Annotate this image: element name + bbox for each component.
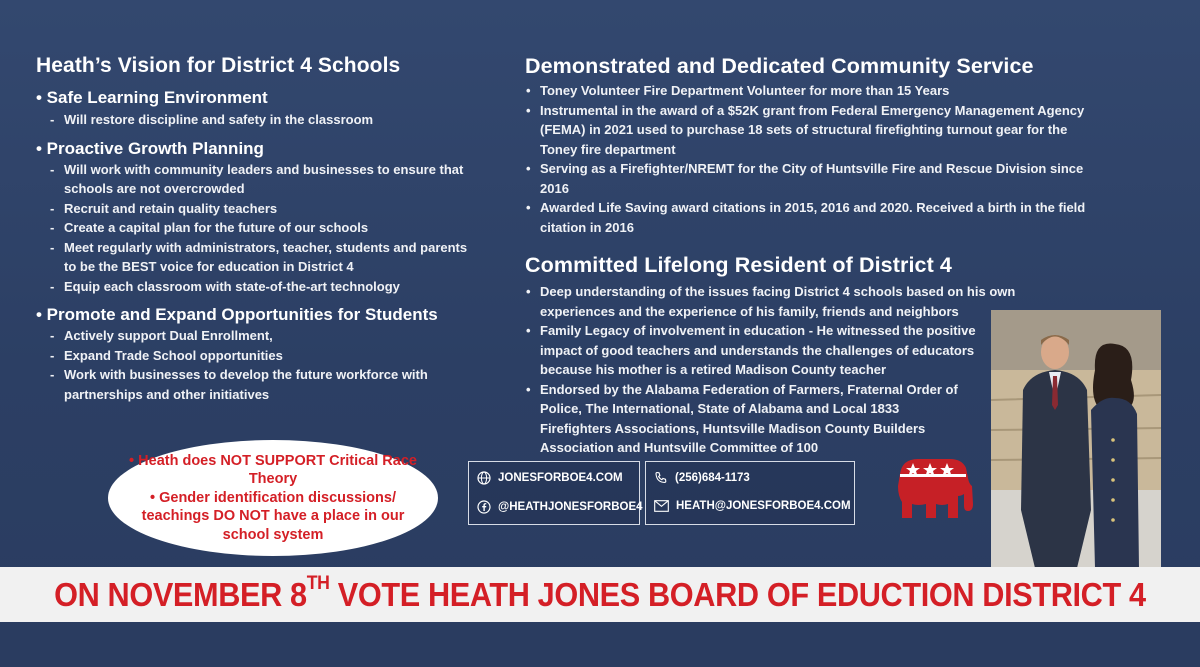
list-item: - Meet regularly with administrators, teacher, students and parents to be the BEST voice for education in District 4 [36, 238, 476, 277]
list-item: - Recruit and retain quality teachers [36, 199, 476, 219]
list-item: - Expand Trade School opportunities [36, 346, 476, 366]
callout-line-2: • Gender identification discussions/ teachings DO NOT have a place in our school system [141, 489, 405, 543]
banner-pre: ON NOVEMBER 8 [54, 575, 307, 613]
list-item: - Equip each classroom with state-of-the-art technology [36, 277, 476, 297]
list-item: - Create a capital plan for the future of our schools [36, 218, 476, 238]
crt-callout [108, 440, 438, 556]
vision-heading-growth: • Proactive Growth Planning [36, 138, 264, 158]
list-item: - Will restore discipline and safety in the classroom [36, 110, 476, 130]
vision-list-opportunities [36, 326, 476, 404]
globe-icon [477, 471, 491, 485]
list-item: - Will work with community leaders and businesses to ensure that schools are not overcrowded [36, 160, 476, 199]
web-contact-box [468, 461, 643, 525]
vote-banner-text [54, 572, 1146, 614]
list-item: - Actively support Dual Enrollment, [36, 326, 476, 346]
republican-elephant-logo [894, 456, 976, 528]
list-item: • Deep understanding of the issues facing District 4 schools based on his own experiences and the experience of his family, friends and neighbors [525, 282, 1030, 321]
facebook-icon [477, 500, 491, 514]
phone-icon [654, 471, 668, 485]
vision-heading-opportunities: • Promote and Expand Opportunities for Students [36, 305, 438, 324]
list-item: • Family Legacy of involvement in education - He witnessed the positive impact of good teachers and understands the challenges of educators because his mother is a retired Madison County teacher [525, 321, 980, 380]
email-row[interactable] [654, 500, 851, 512]
service-list [525, 81, 1105, 237]
list-item: - Work with businesses to develop the future workforce with partnerships and other initiatives [36, 365, 476, 404]
list-item: • Toney Volunteer Fire Department Volunteer for more than 15 Years [525, 81, 1105, 101]
phone-row[interactable] [654, 471, 750, 485]
list-item: • Endorsed by the Alabama Federation of Farmers, Fraternal Order of Police, The International, State of Alabama and Local 1833 Firefighters Associations, Huntsville Madison County Builders Association and Huntsville Committee of 100 [525, 380, 960, 458]
list-item: • Awarded Life Saving award citations in 2015, 2016 and 2020. Received a birth in the field citation in 2016 [525, 198, 1115, 237]
callout-line-1: • Heath does NOT SUPPORT Critical Race Theory [129, 452, 417, 488]
service-title: Demonstrated and Dedicated Community Service [525, 54, 1034, 78]
email-icon [654, 500, 669, 512]
list-item: • Instrumental in the award of a $52K grant from Federal Emergency Management Agency (FEMA) in 2021 used to purchase 18 sets of structural firefighting turnout gear for the Toney fire department [525, 101, 1105, 160]
candidate-photo [991, 310, 1161, 568]
vision-heading-safe: • Safe Learning Environment [36, 88, 268, 107]
vision-column [36, 54, 476, 404]
email-address[interactable]: HEATH@JONESFORBOE4.COM [676, 500, 851, 512]
list-item: • Serving as a Firefighter/NREMT for the City of Huntsville Fire and Rescue Division since 2016 [525, 159, 1105, 198]
vision-title: Heath’s Vision for District 4 Schools [36, 54, 401, 77]
facebook-handle[interactable]: @HEATHJONESFORBOE4 [498, 501, 643, 513]
banner-sup: TH [306, 572, 330, 594]
website-row[interactable] [477, 471, 623, 485]
website-link[interactable]: JONESFORBOE4.COM [498, 472, 623, 484]
vision-list-safe [36, 110, 476, 130]
resident-title: Committed Lifelong Resident of District 4 [525, 253, 952, 277]
couple-illustration [991, 310, 1161, 568]
banner-post: VOTE HEATH JONES BOARD OF EDUCTION DISTRICT 4 [329, 575, 1146, 613]
vote-banner [0, 567, 1200, 622]
vision-list-growth [36, 160, 476, 297]
facebook-row[interactable] [477, 500, 643, 514]
phone-number[interactable]: (256)684-1173 [675, 472, 750, 484]
direct-contact-box [645, 461, 855, 525]
